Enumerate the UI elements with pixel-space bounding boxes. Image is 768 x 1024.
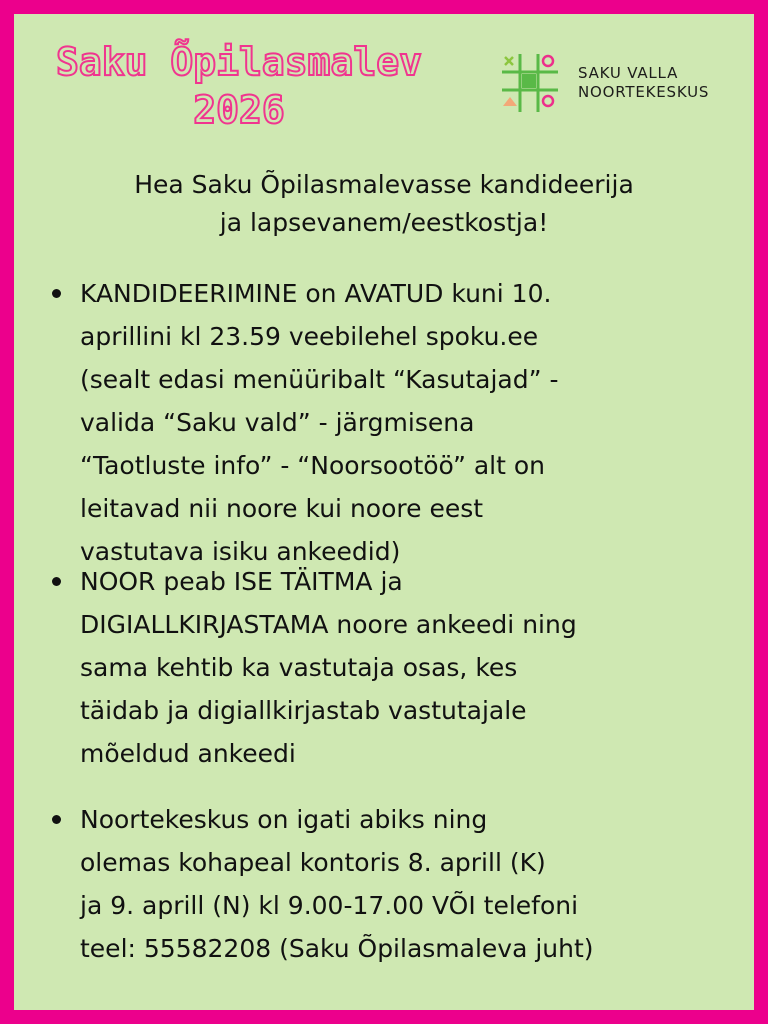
list-item-line: Noortekeskus on igati abiks ning [80, 805, 488, 834]
poster [14, 14, 754, 1010]
greeting [34, 166, 734, 242]
logo-text [578, 64, 709, 102]
list-item-line: mõeldud ankeedi [80, 739, 296, 768]
bullet-dot-icon [52, 577, 61, 586]
info-list [50, 272, 750, 978]
list-item-line: KANDIDEERIMINE on AVATUD kuni 10. [80, 279, 552, 308]
logo-text-line-1: SAKU VALLA [578, 64, 679, 82]
bullet-dot-icon [52, 289, 61, 298]
list-item-line: valida “Saku vald” - järgmisena [80, 408, 475, 437]
list-item-line: “Taotluste info” - “Noorsootöö” alt on [80, 451, 546, 480]
greeting-line-1: Hea Saku Õpilasmalevasse kandideerija [134, 170, 634, 199]
list-item-line: ja 9. aprill (N) kl 9.00-17.00 VÕI telefoni [80, 891, 579, 920]
list-item-line: (sealt edasi menüüribalt “Kasutajad” - [80, 365, 559, 394]
list-item-application [50, 272, 750, 566]
list-item-line: olemas kohapeal kontoris 8. aprill (K) [80, 848, 546, 877]
list-item-help [50, 798, 750, 978]
list-item-signing [50, 560, 750, 798]
page-title [24, 38, 454, 134]
title-line-1: Saku Õpilasmalev [55, 40, 423, 84]
title-line-2: 2026 [193, 88, 285, 132]
list-item-line: teel: 55582208 (Saku Õpilasmaleva juht) [80, 934, 594, 963]
tic-tac-toe-logo-icon [498, 50, 562, 114]
logo-text-line-2: NOORTEKESKUS [578, 83, 710, 101]
bullet-dot-icon [52, 815, 61, 824]
list-item-line: DIGIALLKIRJASTAMA noore ankeedi ning [80, 610, 577, 639]
list-item-line: aprillini kl 23.59 veebilehel spoku.ee [80, 322, 539, 351]
list-item-line: NOOR peab ISE TÄITMA ja [80, 567, 403, 596]
list-item-line: sama kehtib ka vastutaja osas, kes [80, 653, 518, 682]
list-item-line: vastutava isiku ankeedid) [80, 537, 401, 566]
noortekeskus-logo [498, 50, 748, 120]
list-item-line: leitavad nii noore kui noore eest [80, 494, 484, 523]
list-item-line: täidab ja digiallkirjastab vastutajale [80, 696, 527, 725]
greeting-line-2: ja lapsevanem/eestkostja! [219, 208, 549, 237]
